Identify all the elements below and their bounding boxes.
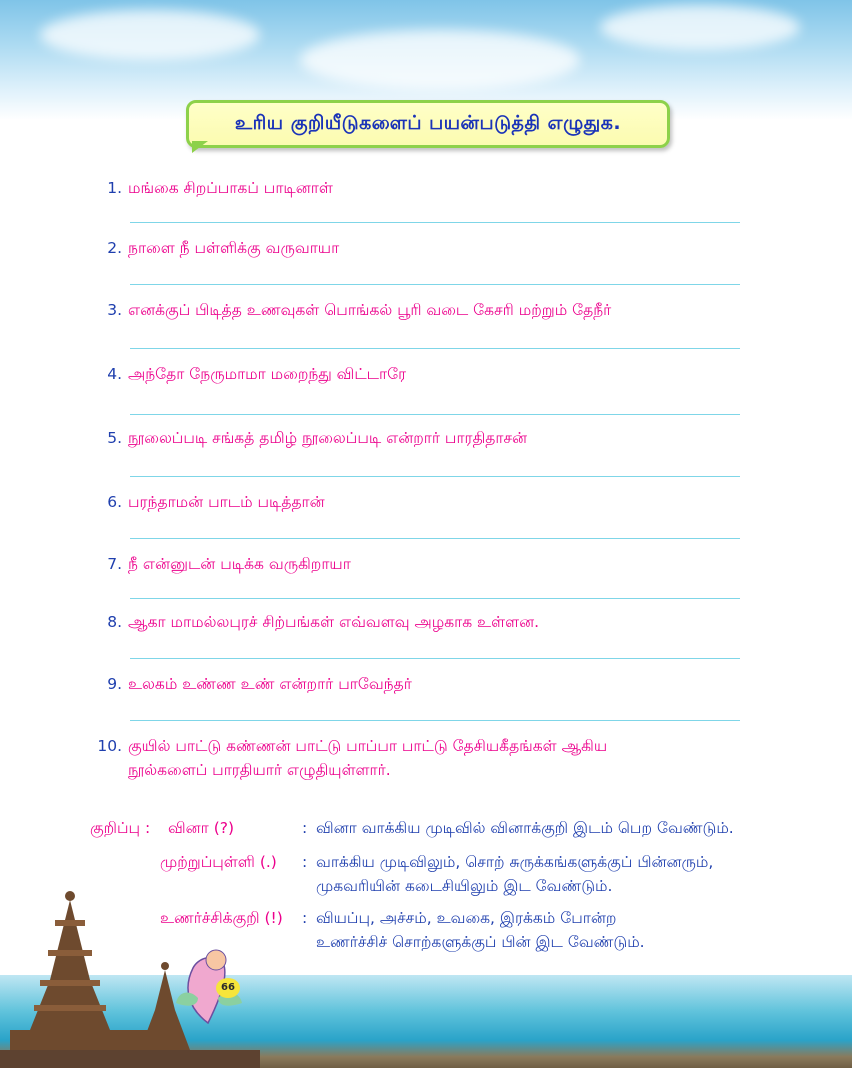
question-number: 8. <box>107 613 122 631</box>
question-2 <box>96 236 796 260</box>
note-colon: : <box>302 819 308 837</box>
question-text: பரந்தாமன் பாடம் படித்தான் <box>128 493 325 511</box>
question-text: நூலைப்படி சங்கத் தமிழ் நூலைப்படி என்றார் பாரதிதாசன் <box>128 429 528 447</box>
note-label: குறிப்பு : <box>90 819 151 837</box>
question-1 <box>96 176 796 200</box>
note-desc: வியப்பு, அச்சம், உவகை, இரக்கம் போன்ற <box>316 909 617 927</box>
question-9 <box>96 672 796 696</box>
note-desc: வினா வாக்கிய முடிவில் வினாக்குறி இடம் பெற வேண்டும். <box>316 819 734 837</box>
question-number: 3. <box>107 301 122 319</box>
question-text: மங்கை சிறப்பாகப் பாடினாள் <box>128 179 333 197</box>
page-title: உரிய குறியீடுகளைப் பயன்படுத்தி எழுதுக. <box>234 111 622 134</box>
answer-line-4[interactable] <box>130 414 740 415</box>
question-text: எனக்குப் பிடித்த உணவுகள் பொங்கல் பூரி வடை கேசரி மற்றும் தேநீர் <box>128 301 612 319</box>
note-term-fullstop: முற்றுப்புள்ளி (.) <box>160 853 277 871</box>
note-desc-continued: முகவரியின் கடைசியிலும் இட வேண்டும். <box>316 877 613 895</box>
note-term-question: வினா (?) <box>168 819 235 837</box>
note-term-exclamation: உணர்ச்சிக்குறி (!) <box>160 909 283 927</box>
question-number: 5. <box>107 429 122 447</box>
title-tail <box>192 141 208 153</box>
question-6 <box>96 490 796 514</box>
question-text: உலகம் உண்ண உண் என்றார் பாவேந்தர் <box>128 675 412 693</box>
answer-line-5[interactable] <box>130 476 740 477</box>
question-4 <box>96 362 796 386</box>
question-number: 4. <box>107 365 122 383</box>
question-text: நீ என்னுடன் படிக்க வருகிறாயா <box>128 555 351 573</box>
page-number: 66 <box>216 978 240 998</box>
question-text: நாளை நீ பள்ளிக்கு வருவாயா <box>128 239 340 257</box>
question-number: 9. <box>107 675 122 693</box>
question-number: 6. <box>107 493 122 511</box>
question-number: 2. <box>107 239 122 257</box>
note-colon: : <box>302 853 308 871</box>
answer-line-1[interactable] <box>130 222 740 223</box>
question-number: 7. <box>107 555 122 573</box>
question-number: 10. <box>97 737 122 755</box>
note-desc-continued: உணர்ச்சிச் சொற்களுக்குப் பின் இட வேண்டும். <box>316 933 645 951</box>
answer-line-2[interactable] <box>130 284 740 285</box>
question-number: 1. <box>107 179 122 197</box>
question-10 <box>96 734 796 782</box>
question-5 <box>96 426 796 450</box>
title-box <box>186 100 670 148</box>
answer-line-6[interactable] <box>130 538 740 539</box>
answer-line-9[interactable] <box>130 720 740 721</box>
answer-line-7[interactable] <box>130 598 740 599</box>
question-text: குயில் பாட்டு கண்ணன் பாட்டு பாப்பா பாட்டு தேசியகீதங்கள் ஆகிய <box>128 737 608 755</box>
question-3 <box>96 298 796 322</box>
question-text: ஆகா மாமல்லபுரச் சிற்பங்கள் எவ்வளவு அழகாக உள்ளன. <box>128 613 540 631</box>
question-7 <box>96 552 796 576</box>
answer-line-8[interactable] <box>130 658 740 659</box>
question-8 <box>96 610 796 634</box>
answer-line-3[interactable] <box>130 348 740 349</box>
question-text: அந்தோ நேருமாமா மறைந்து விட்டாரே <box>128 365 407 383</box>
note-colon: : <box>302 909 308 927</box>
question-text-continued: நூல்களைப் பாரதியார் எழுதியுள்ளார். <box>128 761 391 779</box>
note-desc: வாக்கிய முடிவிலும், சொற் சுருக்கங்களுக்குப் பின்னரும், <box>316 853 714 871</box>
